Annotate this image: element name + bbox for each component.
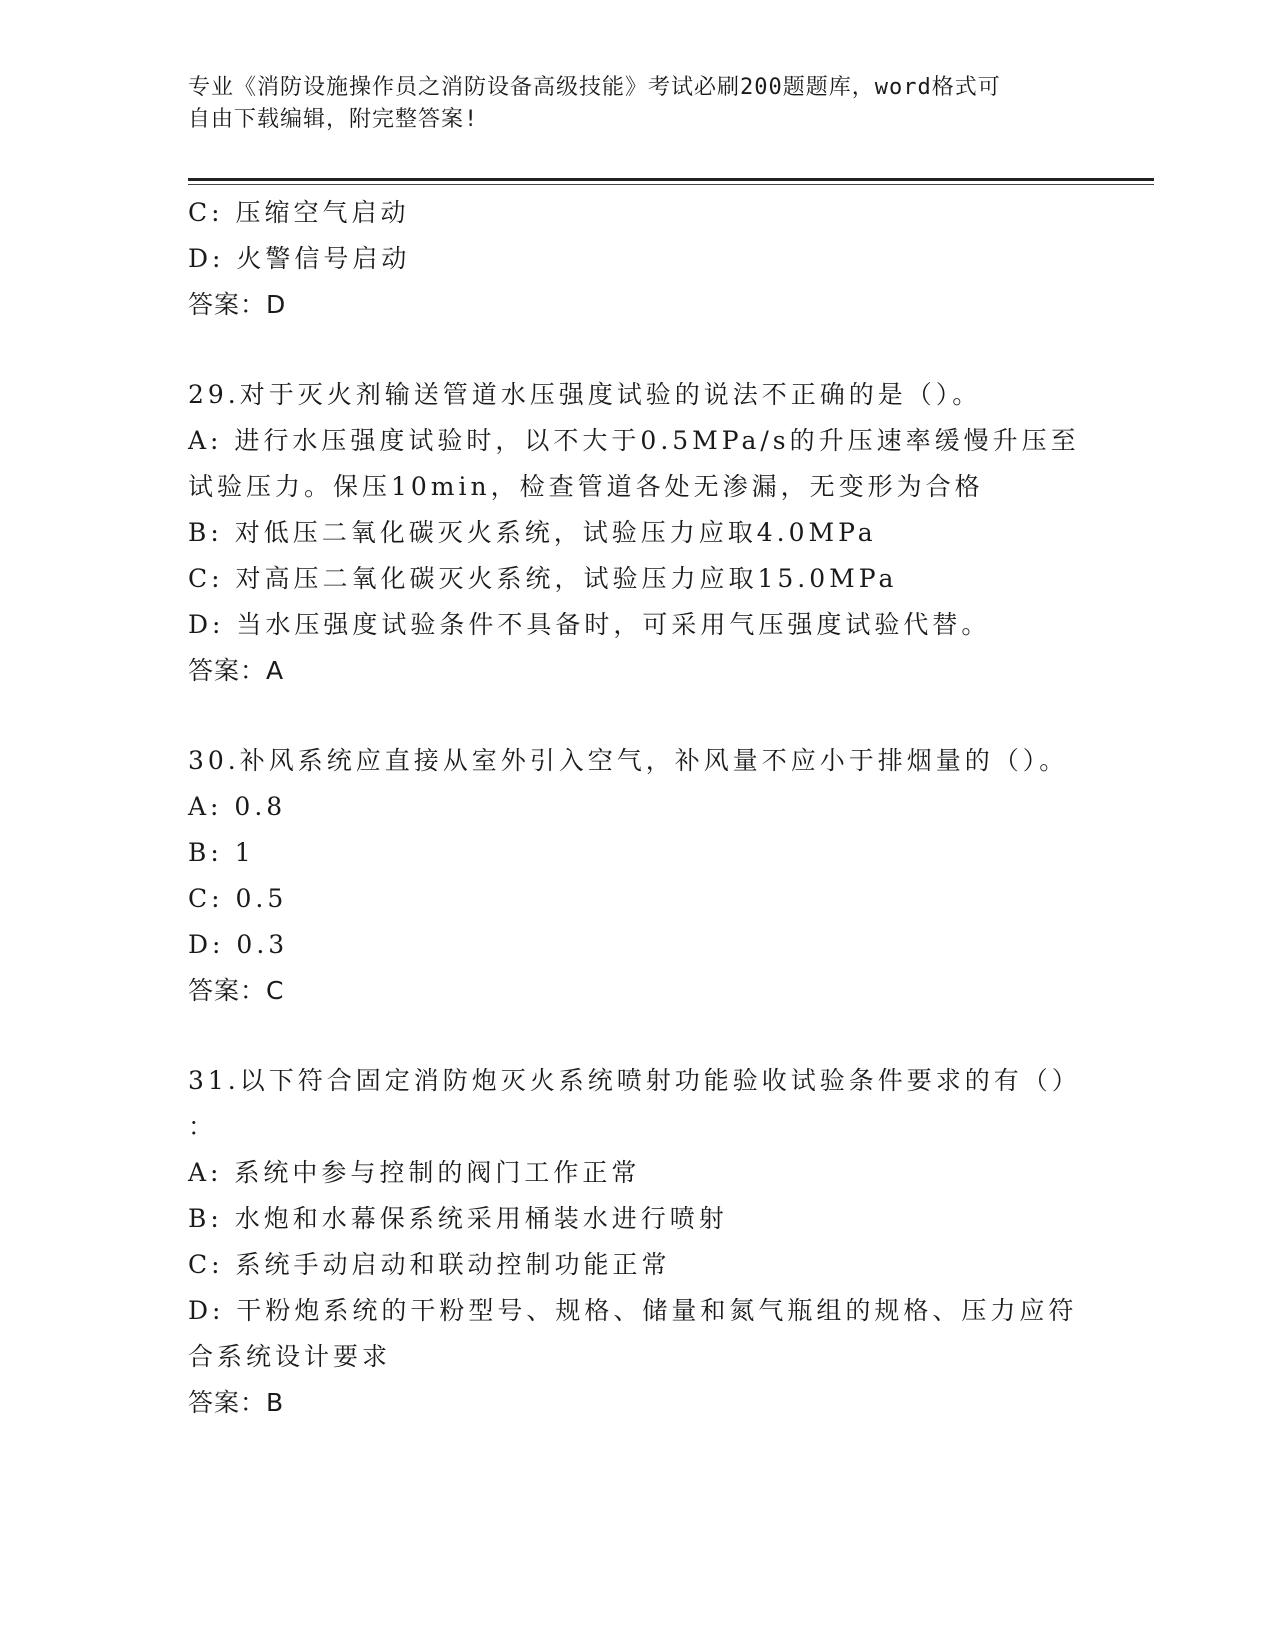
option-c: C: 0.5: [188, 884, 288, 913]
answer: 答案：C: [188, 976, 285, 1005]
option-c: C: 压缩空气启动: [188, 198, 410, 227]
option-c: C: 对高压二氧化碳灭火系统，试验压力应取15.0MPa: [188, 564, 898, 593]
option-a: A: 0.8: [188, 792, 287, 821]
option-a-continued: 试验压力。保压10min，检查管道各处无渗漏，无变形为合格: [188, 472, 984, 501]
option-c: C: 系统手动启动和联动控制功能正常: [188, 1250, 671, 1279]
question-text-continued: ：: [188, 1112, 218, 1141]
option-d: D: 干粉炮系统的干粉型号、规格、储量和氮气瓶组的规格、压力应符: [188, 1296, 1078, 1325]
document-header: [188, 72, 1068, 136]
answer: 答案：D: [188, 290, 287, 319]
question-30: [188, 738, 1088, 1014]
spacer: [188, 328, 1088, 372]
header-line-2: 自由下载编辑，附完整答案!: [188, 107, 479, 132]
option-a: A: 系统中参与控制的阀门工作正常: [188, 1158, 641, 1187]
option-d-continued: 合系统设计要求: [188, 1342, 392, 1371]
option-b: B: 1: [188, 838, 255, 867]
question-list: [188, 190, 1088, 1426]
question-text: 31.以下符合固定消防炮灭火系统喷射功能验收试验条件要求的有（）: [188, 1066, 1081, 1095]
header-line-1: 专业《消防设施操作员之消防设备高级技能》考试必刷200题题库，word格式可: [188, 75, 1001, 100]
header-rule-thick: [188, 178, 1154, 181]
question-29: [188, 372, 1088, 694]
option-d: D: 当水压强度试验条件不具备时，可采用气压强度试验代替。: [188, 610, 991, 639]
option-b: B: 水炮和水幕保系统采用桶装水进行喷射: [188, 1204, 728, 1233]
question-text: 29.对于灭火剂输送管道水压强度试验的说法不正确的是（）。: [188, 380, 982, 409]
spacer: [188, 1014, 1088, 1058]
option-a: A: 进行水压强度试验时，以不大于0.5MPa/s的升压速率缓慢升压至: [188, 426, 1080, 455]
option-b: B: 对低压二氧化碳灭火系统，试验压力应取4.0MPa: [188, 518, 877, 547]
option-d: D: 火警信号启动: [188, 244, 411, 273]
question-28-tail: [188, 190, 1088, 328]
question-31: [188, 1058, 1088, 1426]
header-rule-thin: [188, 184, 1154, 185]
answer: 答案：B: [188, 1388, 285, 1417]
answer: 答案：A: [188, 656, 285, 685]
option-d: D: 0.3: [188, 930, 289, 959]
spacer: [188, 694, 1088, 738]
question-text: 30.补风系统应直接从室外引入空气，补风量不应小于排烟量的（）。: [188, 746, 1069, 775]
